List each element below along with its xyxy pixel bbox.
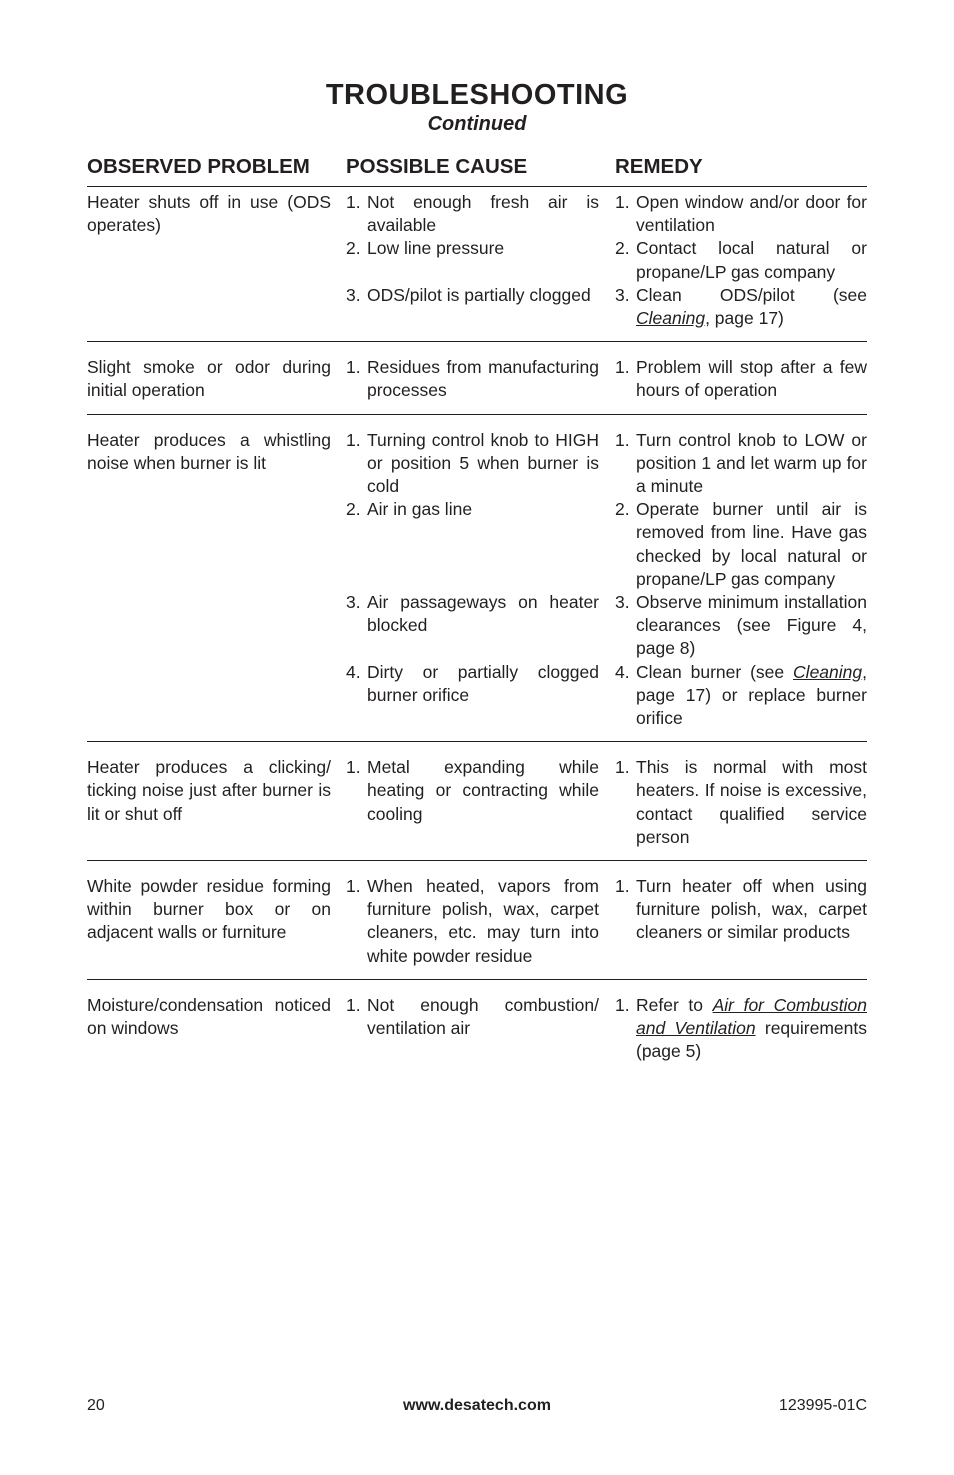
page-footer: [87, 1395, 867, 1417]
cause-text: Low line pressure: [367, 238, 505, 259]
remedy-number: 1.: [615, 429, 630, 450]
cause-number: 1.: [346, 757, 361, 778]
remedy-text: Turn control knob to LOW or position 1 and let warm up for a minute: [636, 429, 867, 497]
table-header: [87, 154, 867, 187]
cause-text: When heated, vapors from furniture polish, wax, carpet cleaners, etc. may turn into white powder residue: [367, 876, 599, 966]
remedy: [615, 237, 867, 283]
cause-text: Air in gas line: [367, 499, 473, 520]
possible-cause: [346, 591, 599, 661]
remedy: [615, 284, 867, 330]
remedy-text: Observe minimum installation clearances (see Figure 4, page 8): [636, 592, 867, 659]
possible-cause: [346, 875, 599, 968]
cause-number: 4.: [346, 661, 361, 682]
remedy-text: Problem will stop after a few hours of operation: [636, 357, 867, 401]
possible-cause: [346, 429, 599, 499]
observed-problem: Heater produces a whistling noise when burner is lit: [87, 429, 331, 473]
cause-number: 2.: [346, 499, 361, 520]
cause-number: 2.: [346, 238, 361, 259]
cause-text: Not enough fresh air is available: [367, 192, 599, 236]
possible-cause: [346, 237, 599, 283]
remedy-text: [636, 284, 867, 330]
remedy: [615, 498, 867, 591]
troubleshooting-table: [87, 187, 867, 1085]
table-row: [87, 352, 867, 414]
remedy-number: 2.: [615, 238, 630, 259]
remedy-text-pre: Refer to: [636, 994, 713, 1015]
remedy-number: 1.: [615, 757, 630, 778]
remedy-number: 2.: [615, 499, 630, 520]
remedy: [615, 356, 867, 402]
possible-cause: [346, 661, 599, 731]
section-reference: Cleaning: [793, 661, 863, 682]
observed-problem: Heater shuts off in use (ODS operates): [87, 192, 331, 236]
cause-number: 3.: [346, 592, 361, 613]
possible-cause: [346, 498, 599, 591]
table-row: [87, 871, 867, 980]
remedy: [615, 756, 867, 849]
remedy-text: [636, 994, 867, 1064]
possible-cause: [346, 994, 599, 1064]
cause-number: 1.: [346, 357, 361, 378]
cause-number: 3.: [346, 284, 361, 305]
table-row: [87, 425, 867, 743]
remedy-text-post: , page 17) or replace burner orifice: [636, 661, 867, 729]
cause-number: 1.: [346, 192, 361, 212]
remedy-number: 3.: [615, 284, 630, 305]
observed-problem: Slight smoke or odor during initial operation: [87, 357, 331, 401]
cause-text: Metal expanding while heating or contracting while cooling: [367, 757, 599, 824]
cause-number: 1.: [346, 876, 361, 897]
possible-cause: [346, 191, 599, 237]
observed-problem: Moisture/condensation noticed on windows: [87, 994, 331, 1039]
remedy-text: Operate burner until air is removed from line. Have gas checked by local natural or propane/LP gas company: [636, 499, 867, 589]
remedy-text-pre: Clean ODS/pilot (see: [636, 284, 867, 305]
table-row: [87, 990, 867, 1075]
page-number: 20: [87, 1397, 105, 1414]
cause-number: 1.: [346, 429, 361, 450]
header-observed-problem: OBSERVED PROBLEM: [87, 155, 310, 178]
remedy-number: 4.: [615, 661, 630, 682]
section-reference: Cleaning: [636, 308, 706, 329]
table-row: [87, 752, 867, 861]
remedy-text: Turn heater off when using furniture polish, wax, carpet cleaners or similar products: [636, 876, 867, 943]
remedy: [615, 994, 867, 1064]
cause-text: Turning control knob to HIGH or position 5 when burner is cold: [367, 429, 599, 497]
observed-problem: Heater produces a clicking/ ticking noise just after burner is lit or shut off: [87, 757, 331, 824]
page-subtitle: Continued: [427, 113, 527, 135]
header-possible-cause: POSSIBLE CAUSE: [346, 155, 528, 178]
remedy: [615, 591, 867, 661]
remedy-number: 1.: [615, 357, 630, 378]
cause-text: Not enough combustion/ ventilation air: [367, 994, 599, 1039]
remedy-number: 1.: [615, 876, 630, 897]
page-title: TROUBLESHOOTING: [325, 79, 629, 111]
remedy-text-pre: Clean burner (see: [636, 661, 794, 682]
remedy: [615, 429, 867, 499]
cause-number: 1.: [346, 994, 361, 1015]
header-remedy: REMEDY: [615, 155, 703, 178]
possible-cause: [346, 356, 599, 402]
remedy-text: Open window and/or door for ventilation: [636, 192, 867, 236]
cause-text: Dirty or partially clogged burner orifice: [367, 661, 599, 705]
remedy-text: Contact local natural or propane/LP gas company: [636, 238, 867, 282]
cause-text: Residues from manufacturing processes: [367, 357, 599, 401]
observed-problem: White powder residue forming within burner box or on adjacent walls or furniture: [87, 876, 331, 943]
website-url: www.desatech.com: [403, 1397, 551, 1414]
remedy-text-post: requirements (page 5): [636, 1018, 867, 1062]
remedy-number: 3.: [615, 592, 630, 613]
section-reference: Air for Combustion and Ventilation: [636, 994, 867, 1039]
possible-cause: [346, 284, 599, 330]
remedy: [615, 661, 867, 731]
remedy-text: This is normal with most heaters. If noise is excessive, contact qualified service person: [636, 757, 867, 847]
cause-text: Air passageways on heater blocked: [367, 592, 599, 636]
remedy: [615, 191, 867, 237]
remedy-text-post: , page 17): [705, 308, 784, 329]
remedy-text: [636, 661, 867, 731]
document-number: 123995-01C: [778, 1397, 867, 1414]
possible-cause: [346, 756, 599, 849]
remedy-number: 1.: [615, 994, 630, 1015]
cause-text: ODS/pilot is partially clogged: [367, 284, 591, 305]
remedy: [615, 875, 867, 968]
remedy-number: 1.: [615, 192, 630, 212]
table-row: [87, 187, 867, 342]
